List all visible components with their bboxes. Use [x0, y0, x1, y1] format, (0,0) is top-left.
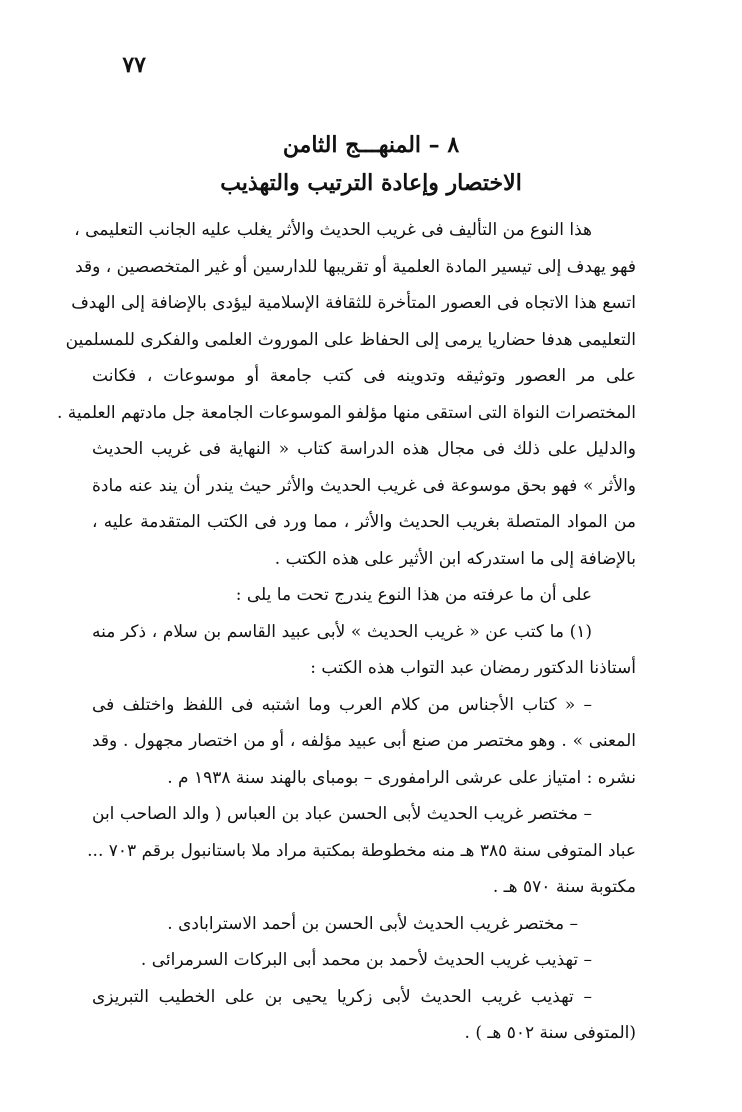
text-line: على أن ما عرفته من هذا النوع يندرج تحت ما يلى : — [235, 585, 592, 605]
list-item: – تهذيب غريب الحديث لأحمد بن محمد أبى البركات السرمرائى . — [140, 950, 592, 970]
text-line: أستاذنا الدكتور رمضان عبد التواب هذه الكتب : — [310, 658, 636, 678]
text-line: (المتوفى سنة ٥٠٢ هـ ) . — [464, 1023, 636, 1043]
list-item: – تهذيب غريب الحديث لأبى زكريا يحيى بن على الخطيب التبريزى — [92, 986, 592, 1007]
text-line: (١) ما كتب عن « غريب الحديث » لأبى عبيد القاسم بن سلام ، ذكر منه — [92, 621, 592, 642]
text-line: والدليل على ذلك فى مجال هذه الدراسة كتاب « النهاية فى غريب الحديث — [92, 439, 636, 459]
page-number: ٧٧ — [122, 52, 146, 78]
text-line: عباد المتوفى سنة ٣٨٥ هـ منه مخطوطة بمكتبة مراد ملا باستانبول برقم ٧٠٣ ... — [87, 840, 636, 861]
text-line: المختصرات النواة التى استقى منها مؤلفو الموسوعات الجامعة جل مادتهم العلمية . — [56, 402, 636, 423]
section-heading — [0, 126, 742, 202]
text-line: بالإضافة إلى ما استدركه ابن الأثير على هذه الكتب . — [274, 548, 636, 569]
text-line: اتسع هذا الاتجاه فى العصور المتأخرة للثقافة الإسلامية ليؤدى بالإضافة إلى الهدف — [71, 293, 636, 313]
text-line: نشره : امتياز على عرشى الرامفورى – بومباى بالهند سنة ١٩٣٨ م . — [167, 767, 636, 788]
text-line: المعنى » . وهو مختصر من صنع أبى عبيد مؤلفه ، أو من اختصار مجهول . وقد — [92, 731, 636, 751]
section-subtitle: الاختصار وإعادة الترتيب والتهذيب — [220, 170, 522, 196]
section-number-title: ٨ – المنهـــج الثامن — [282, 132, 460, 158]
text-line: هذا النوع من التأليف فى غريب الحديث والأثر يغلب عليه الجانب التعليمى ، — [74, 220, 592, 240]
text-line: على مر العصور وتوثيقه وتدوينه فى كتب جامعة أو موسوعات ، فكانت — [92, 366, 636, 386]
list-item: – مختصر غريب الحديث لأبى الحسن عباد بن العباس ( والد الصاحب ابن — [92, 804, 592, 824]
text-line: والأثر » فهو بحق موسوعة فى غريب الحديث والأثر حيث يندر أن يند عنه مادة — [92, 475, 636, 496]
list-item: – « كتاب الأجناس من كلام العرب وما اشتبه فى اللفظ واختلف فى — [92, 694, 592, 715]
list-item: – مختصر غريب الحديث لأبى الحسن بن أحمد الاسترابادى . — [167, 913, 578, 934]
text-line: التعليمى هدفا حضاريا يرمى إلى الحفاظ على الموروث العلمى والفكرى للمسلمين — [65, 329, 636, 350]
text-line: فهو يهدف إلى تيسير المادة العلمية أو تقريبها للدارسين أو غير المتخصصين ، وقد — [75, 256, 636, 277]
text-line: من المواد المتصلة بغريب الحديث والأثر ، مما ورد فى الكتب المتقدمة عليه ، — [92, 512, 636, 532]
body-text — [56, 212, 636, 1052]
text-line: مكتوبة سنة ٥٧٠ هـ . — [492, 877, 636, 897]
